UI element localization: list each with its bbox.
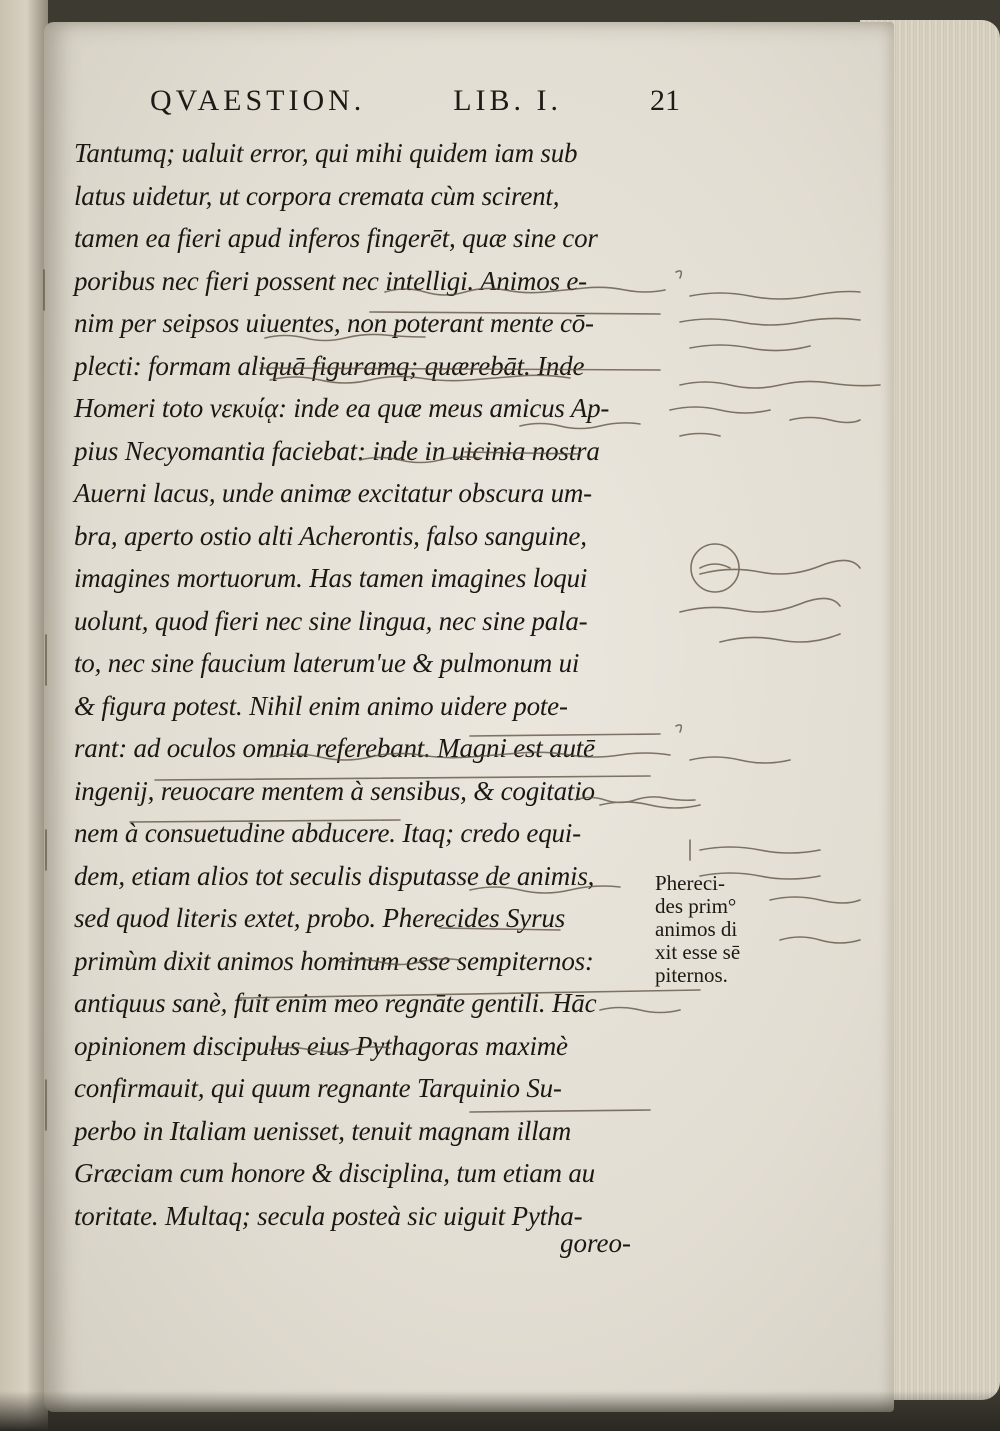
text-line: poribus nec fieri possent nec intelligi. Animos e- [74, 265, 587, 296]
text-line: Græciam cum honore & disciplina, tum etiam au [74, 1158, 595, 1188]
text-line: dem, etiam alios tot seculis disputasse de animis, [74, 860, 595, 891]
side-note-line: Phereci- [655, 871, 725, 895]
text-line: opinionem discipulus eius Pythagoras maximè [74, 1030, 568, 1061]
text-line: imagines mortuorum. Has tamen imagines loqui [74, 563, 588, 593]
text-line: nem à consuetudine abducere. Itaq; credo equi- [74, 818, 581, 848]
text-line: bra, aperto ostio alti Acherontis, falso sanguine, [74, 520, 587, 551]
text-line: Homeri toto νεκυίᾳ: inde ea quæ meus amicus Ap- [74, 393, 610, 423]
text-line: tamen ea fieri apud inferos fingerēt, quæ sine cor [74, 223, 598, 253]
text-line: rant: ad oculos omnia referebant. Magni est autē [74, 733, 595, 763]
text-line: sed quod literis extet, probo. Pherecides Syrus [74, 903, 565, 933]
page-number: 21 [650, 84, 680, 117]
running-head-book: LIB. I. [453, 84, 563, 117]
text-line: primùm dixit animos hominum esse sempiternos: [74, 945, 594, 976]
text-line: confirmauit, qui quum regnante Tarquinio Su- [74, 1073, 562, 1103]
text-line: nim per seipsos uiuentes, non poterant mente cō- [74, 308, 594, 338]
text-line: toritate. Multaq; secula posteà sic uiguit Pytha- [74, 1200, 583, 1231]
side-note-line: piternos. [655, 963, 728, 987]
text-line: perbo in Italiam uenisset, tenuit magnam illam [74, 1115, 572, 1146]
text-line: & figura potest. Nihil enim animo uidere pote- [74, 690, 568, 721]
text-line: latus uidetur, ut corpora cremata cùm scirent, [74, 180, 560, 211]
text-line: Auerni lacus, unde animæ excitatur obscura um- [74, 478, 592, 508]
text-line: ingenij, reuocare mentem à sensibus, & cogitatio [74, 775, 595, 806]
text-line: uolunt, quod fieri nec sine lingua, nec sine pala- [74, 605, 588, 636]
bottom-shadow [0, 1391, 1000, 1431]
side-note-line: animos di [655, 917, 738, 941]
side-note-line: xit esse sē [655, 940, 741, 964]
text-line: antiquus sanè, fuit enim meo regnāte gentili. Hāc [74, 988, 597, 1018]
text-line: Tantumq; ualuit error, qui mihi quidem iam sub [74, 138, 578, 168]
running-head-title: QVAESTION. [150, 84, 366, 117]
catchword: goreo- [560, 1228, 631, 1258]
text-line: pius Necyomantia faciebat: inde in uicinia nostra [74, 435, 600, 466]
text-line: plecti: formam aliquā figuramq; quærebāt. Inde [74, 350, 585, 381]
side-note-line: des prim° [655, 894, 737, 918]
text-line: to, nec sine faucium laterum'ue & pulmonum ui [74, 648, 580, 678]
